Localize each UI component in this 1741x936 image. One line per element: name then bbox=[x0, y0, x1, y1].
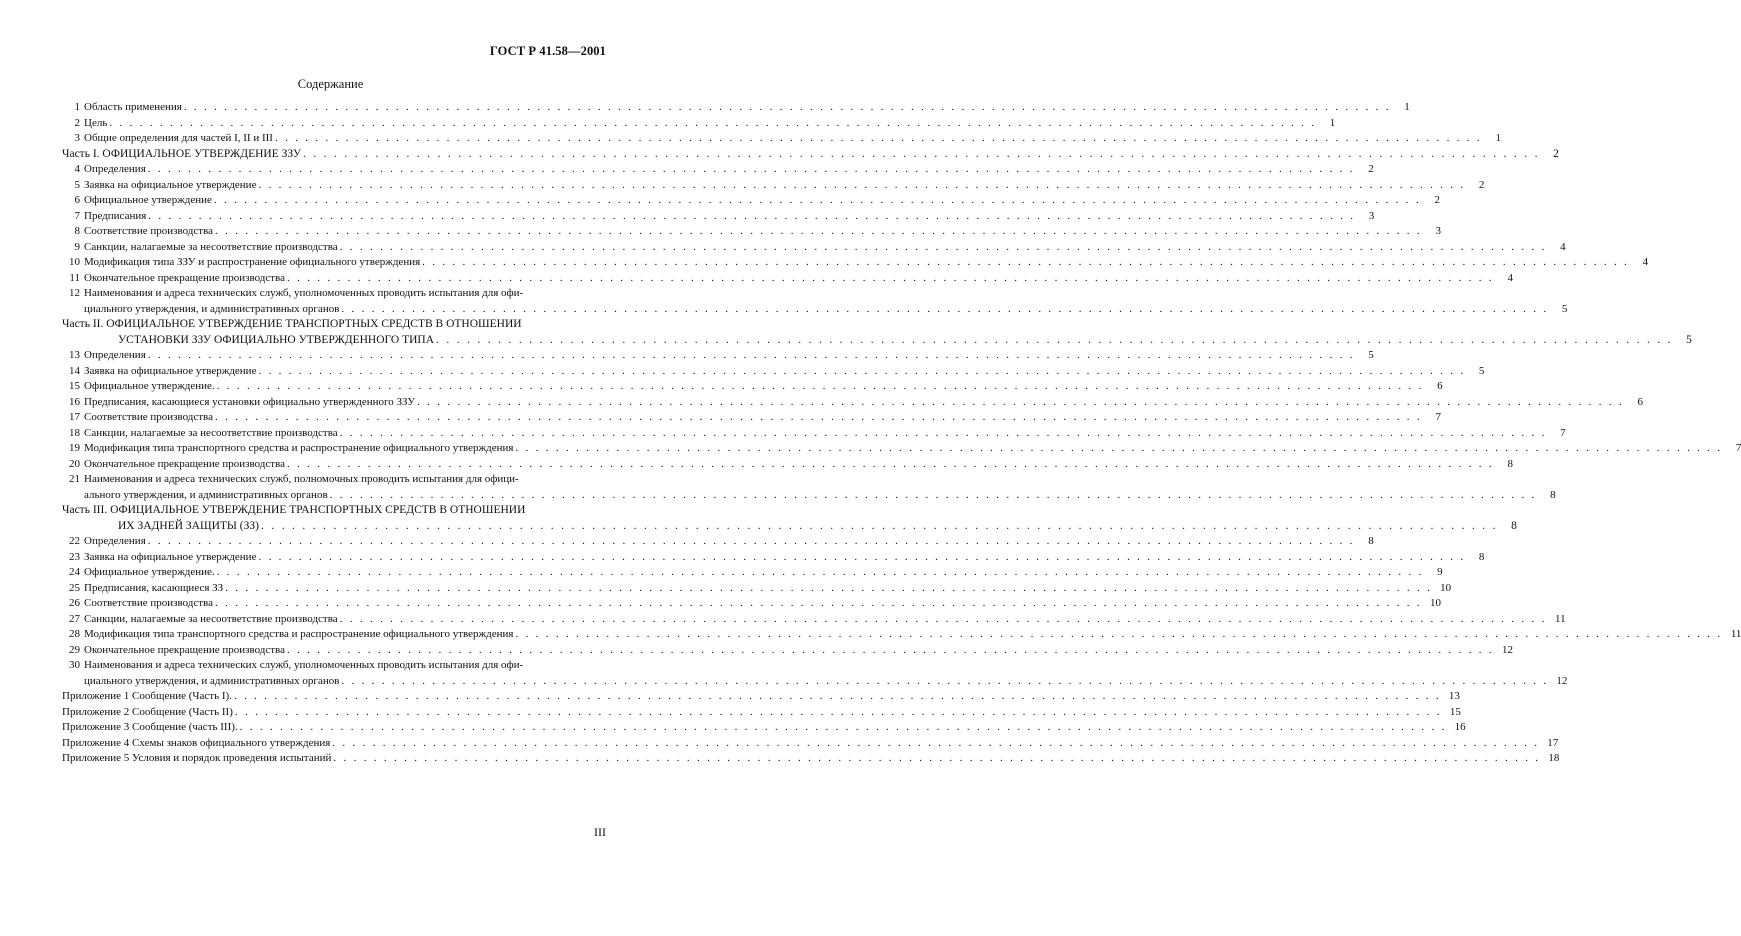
toc-item-label: Санкции, налагаемые за несоответствие производства bbox=[84, 240, 338, 253]
toc-item-label: Приложение 4 Схемы знаков официального утверждения bbox=[62, 736, 331, 749]
toc-item-label: Официальное утверждение bbox=[84, 194, 212, 206]
toc-item-number: 1 bbox=[74, 101, 80, 113]
toc-leader-dots: . . . . . . . . . . . . . . . . . . . . . . . . . . . . . . . . . . . . . . . . . . . . . . . . . . . . . . . . . . . . . . . . . . . . . . . . . . . . . . . . . . . . . . . . . . . . . . . . . . . . . . . . . . . . . . . . . . . . . . . . bbox=[215, 225, 1422, 237]
toc-line bbox=[62, 240, 1566, 256]
toc-item-page: 8 bbox=[1478, 550, 1485, 563]
toc-line bbox=[62, 643, 1513, 659]
toc-item-number: 27 bbox=[69, 612, 80, 625]
toc-line bbox=[62, 751, 1560, 767]
toc-leader-dots: . . . . . . . . . . . . . . . . . . . . . . . . . . . . . . . . . . . . . . . . . . . . . . . . . . . . . . . . . . . . . . . . . . . . . . . . . . . . . . . . . . . . . . . . . . . . . . . . . . . . . . . . . . . . . . . . . . . . . . . . bbox=[436, 333, 1673, 346]
toc-item-label: Окончательное прекращение производства bbox=[84, 457, 285, 470]
toc-item bbox=[62, 643, 1513, 659]
toc-item-label: Наименования и адреса технических служб, уполномоченных проводить испытания для офи- bbox=[84, 659, 524, 671]
toc-leader-dots: . . . . . . . . . . . . . . . . . . . . . . . . . . . . . . . . . . . . . . . . . . . . . . . . . . . . . . . . . . . . . . . . . . . . . . . . . . . . . . . . . . . . . . . . . . . . . . . . . . . . . . . . . . . . . . . . . . . . . . . . bbox=[333, 752, 1541, 764]
toc-item-label: Заявка на официальное утверждение bbox=[84, 178, 257, 191]
toc-item-number: 19 bbox=[69, 442, 80, 454]
toc-item-label: Официальное утверждение. bbox=[84, 566, 215, 578]
toc-item-page: 5 bbox=[1686, 333, 1692, 346]
toc-line bbox=[62, 674, 1568, 690]
toc-leader-dots: . . . . . . . . . . . . . . . . . . . . . . . . . . . . . . . . . . . . . . . . . . . . . . . . . . . . . . . . . . . . . . . . . . . . . . . . . . . . . . . . . . . . . . . . . . . . . . . . . . . . . . . . . . . . . . . . . . . . . . . . bbox=[287, 643, 1494, 656]
toc-item-label: Заявка на официальное утверждение bbox=[84, 550, 257, 563]
toc-line bbox=[62, 162, 1374, 178]
toc-line bbox=[62, 581, 1452, 597]
toc-item bbox=[62, 534, 1374, 550]
toc-item-label: Соответствие производства bbox=[84, 225, 213, 237]
toc-item-page: 13 bbox=[1448, 690, 1460, 702]
toc-item bbox=[62, 426, 1566, 442]
toc-line bbox=[62, 457, 1513, 473]
toc-line bbox=[62, 627, 1741, 643]
toc-item-page: 5 bbox=[1478, 364, 1485, 377]
toc-item-page: 1 bbox=[1329, 116, 1336, 129]
toc-item-label: циального утверждения, и административных органов bbox=[84, 302, 340, 315]
toc-item-label: УСТАНОВКИ ЗЗУ ОФИЦИАЛЬНО УТВЕРЖДЕННОГО ТИПА bbox=[118, 333, 435, 346]
toc-item-page: 5 bbox=[1561, 302, 1568, 315]
standard-code: ГОСТ Р 41.58—2001 bbox=[489, 44, 606, 58]
toc-leader-dots: . . . . . . . . . . . . . . . . . . . . . . . . . . . . . . . . . . . . . . . . . . . . . . . . . . . . . . . . . . . . . . . . . . . . . . . . . . . . . . . . . . . . . . . . . . . . . . . . . . . . . . . . . . . . . . . . . . . . . . . . bbox=[213, 194, 1421, 206]
toc-item-page: 11 bbox=[1730, 628, 1741, 640]
toc-item-label: Соответствие производства bbox=[84, 411, 213, 423]
toc-item-label: Модификация типа транспортного средства и распространение официального утверждения bbox=[84, 628, 514, 640]
toc-leader-dots: . . . . . . . . . . . . . . . . . . . . . . . . . . . . . . . . . . . . . . . . . . . . . . . . . . . . . . . . . . . . . . . . . . . . . . . . . . . . . . . . . . . . . . . . . . . . . . . . . . . . . . . . . . . . . . . . . . . . . . . . bbox=[515, 628, 1723, 640]
toc-line bbox=[62, 131, 1501, 147]
toc-item bbox=[62, 410, 1441, 426]
toc-item-number: 25 bbox=[69, 581, 80, 594]
toc-line bbox=[62, 550, 1485, 566]
toc-leader-dots: . . . . . . . . . . . . . . . . . . . . . . . . . . . . . . . . . . . . . . . . . . . . . . . . . . . . . . . . . . . . . . . . . . . . . . . . . . . . . . . . . . . . . . . . . . . . . . . . . . . . . . . . . . . . . . . . . . . . . . . . bbox=[287, 457, 1494, 470]
toc-leader-dots: . . . . . . . . . . . . . . . . . . . . . . . . . . . . . . . . . . . . . . . . . . . . . . . . . . . . . . . . . . . . . . . . . . . . . . . . . . . . . . . . . . . . . . . . . . . . . . . . . . . . . . . . . . . . . . . . . . . . . . . . bbox=[216, 566, 1424, 578]
toc-item-page: 3 bbox=[1435, 225, 1441, 237]
toc-line bbox=[62, 720, 1466, 736]
toc-item-label: Предписания bbox=[84, 209, 147, 222]
toc-item-label: циального утверждения, и административных органов bbox=[84, 674, 340, 687]
toc-item-label: Наименования и адреса технических служб, полномочных проводить испытания для офици- bbox=[84, 473, 519, 485]
toc-leader-dots: . . . . . . . . . . . . . . . . . . . . . . . . . . . . . . . . . . . . . . . . . . . . . . . . . . . . . . . . . . . . . . . . . . . . . . . . . . . . . . . . . . . . . . . . . . . . . . . . . . . . . . . . . . . . . . . . . . . . . . . . bbox=[341, 674, 1549, 687]
toc-part-heading bbox=[62, 317, 1692, 348]
toc-item-page: 16 bbox=[1454, 721, 1466, 733]
toc-item-page: 8 bbox=[1368, 535, 1374, 547]
toc-leader-dots: . . . . . . . . . . . . . . . . . . . . . . . . . . . . . . . . . . . . . . . . . . . . . . . . . . . . . . . . . . . . . . . . . . . . . . . . . . . . . . . . . . . . . . . . . . . . . . . . . . . . . . . . . . . . . . . . . . . . . . . . bbox=[216, 380, 1424, 392]
toc-item-label: Санкции, налагаемые за несоответствие производства bbox=[84, 426, 338, 439]
toc-item bbox=[62, 565, 1443, 581]
toc-item-number: 30 bbox=[69, 659, 80, 671]
toc-item-label: Модификация типа ЗЗУ и распространение официального утверждения bbox=[84, 256, 421, 268]
toc-item-number: 26 bbox=[69, 597, 80, 609]
toc-leader-dots: . . . . . . . . . . . . . . . . . . . . . . . . . . . . . . . . . . . . . . . . . . . . . . . . . . . . . . . . . . . . . . . . . . . . . . . . . . . . . . . . . . . . . . . . . . . . . . . . . . . . . . . . . . . . . . . . . . . . . . . . bbox=[258, 550, 1466, 563]
toc-item-number: 28 bbox=[69, 628, 80, 640]
toc-line bbox=[62, 534, 1374, 550]
toc-item-label: Модификация типа транспортного средства и распространение официального утверждения bbox=[84, 442, 514, 454]
toc-item-page: 1 bbox=[1404, 101, 1410, 113]
toc-item-page: 5 bbox=[1368, 349, 1374, 361]
toc-line bbox=[62, 364, 1485, 380]
toc-line bbox=[62, 302, 1568, 318]
toc-item-label: Определения bbox=[84, 349, 146, 361]
toc-item-number: 21 bbox=[69, 473, 80, 485]
toc-item-label: Определения bbox=[84, 535, 146, 547]
toc-item-page: 2 bbox=[1553, 147, 1559, 160]
toc-item-page: 7 bbox=[1735, 442, 1741, 454]
toc-item-number: 11 bbox=[69, 271, 80, 284]
toc-item bbox=[62, 395, 1643, 411]
page-number: III bbox=[594, 825, 606, 839]
toc-item-page: 7 bbox=[1435, 411, 1441, 423]
toc-item-page: 17 bbox=[1547, 736, 1559, 749]
toc-item bbox=[62, 658, 1568, 689]
toc-line bbox=[62, 379, 1443, 395]
toc-item-page: 7 bbox=[1560, 426, 1566, 439]
toc-item bbox=[62, 286, 1568, 317]
toc-item bbox=[62, 193, 1440, 209]
toc-item-label: Область применения bbox=[84, 101, 182, 113]
toc-item-number: 23 bbox=[69, 550, 80, 563]
toc-item-label: Официальное утверждение. bbox=[84, 380, 215, 392]
toc-leader-dots: . . . . . . . . . . . . . . . . . . . . . . . . . . . . . . . . . . . . . . . . . . . . . . . . . . . . . . . . . . . . . . . . . . . . . . . . . . . . . . . . . . . . . . . . . . . . . . . . . . . . . . . . . . . . . . . . . . . . . . . . bbox=[258, 178, 1466, 191]
toc-item bbox=[62, 472, 1556, 503]
toc-item-page: 3 bbox=[1368, 209, 1375, 222]
toc-leader-dots: . . . . . . . . . . . . . . . . . . . . . . . . . . . . . . . . . . . . . . . . . . . . . . . . . . . . . . . . . . . . . . . . . . . . . . . . . . . . . . . . . . . . . . . . . . . . . . . . . . . . . . . . . . . . . . . . . . . . . . . . bbox=[258, 364, 1466, 377]
toc-leader-dots: . . . . . . . . . . . . . . . . . . . . . . . . . . . . . . . . . . . . . . . . . . . . . . . . . . . . . . . . . . . . . . . . . . . . . . . . . . . . . . . . . . . . . . . . . . . . . . . . . . . . . . . . . . . . . . . . . . . . . . . . bbox=[332, 736, 1540, 749]
toc-leader-dots: . . . . . . . . . . . . . . . . . . . . . . . . . . . . . . . . . . . . . . . . . . . . . . . . . . . . . . . . . . . . . . . . . . . . . . . . . . . . . . . . . . . . . . . . . . . . . . . . . . . . . . . . . . . . . . . . . . . . . . . . bbox=[147, 535, 1355, 547]
toc-line bbox=[62, 519, 1517, 535]
toc-line bbox=[62, 736, 1559, 752]
toc-leader-dots: . . . . . . . . . . . . . . . . . . . . . . . . . . . . . . . . . . . . . . . . . . . . . . . . . . . . . . . . . . . . . . . . . . . . . . . . . . . . . . . . . . . . . . . . . . . . . . . . . . . . . . . . . . . . . . . . . . . . . . . . bbox=[274, 132, 1482, 144]
toc-line bbox=[62, 596, 1441, 612]
toc-appendix-item bbox=[62, 705, 1461, 721]
toc-leader-dots: . . . . . . . . . . . . . . . . . . . . . . . . . . . . . . . . . . . . . . . . . . . . . . . . . . . . . . . . . . . . . . . . . . . . . . . . . . . . . . . . . . . . . . . . . . . . . . . . . . . . . . . . . . . . . . . . . . . . . . . . bbox=[215, 411, 1422, 423]
toc-line bbox=[62, 255, 1649, 271]
toc-item-number: 18 bbox=[69, 426, 80, 439]
toc-line bbox=[62, 689, 1460, 705]
toc-item-label: ИХ ЗАДНЕЙ ЗАЩИТЫ (ЗЗ) bbox=[118, 519, 259, 532]
toc-item-page: 2 bbox=[1368, 163, 1374, 175]
toc-leader-dots: . . . . . . . . . . . . . . . . . . . . . . . . . . . . . . . . . . . . . . . . . . . . . . . . . . . . . . . . . . . . . . . . . . . . . . . . . . . . . . . . . . . . . . . . . . . . . . . . . . . . . . . . . . . . . . . . . . . . . . . . bbox=[339, 612, 1547, 625]
toc-item-number: 12 bbox=[69, 287, 80, 299]
toc-leader-dots: . . . . . . . . . . . . . . . . . . . . . . . . . . . . . . . . . . . . . . . . . . . . . . . . . . . . . . . . . . . . . . . . . . . . . . . . . . . . . . . . . . . . . . . . . . . . . . . . . . . . . . . . . . . . . . . . . . . . . . . . bbox=[225, 581, 1433, 594]
toc-item bbox=[62, 100, 1410, 116]
toc-item-label: Заявка на официальное утверждение bbox=[84, 364, 257, 377]
toc-item-number: 15 bbox=[69, 380, 80, 392]
toc-item-label: Приложение 1 Сообщение (Часть I). bbox=[62, 690, 232, 702]
toc-item-page: 2 bbox=[1478, 178, 1485, 191]
toc-item-label: Санкции, налагаемые за несоответствие производства bbox=[84, 612, 338, 625]
toc-line bbox=[62, 178, 1485, 194]
toc-item-label: Наименования и адреса технических служб, уполномоченных проводить испытания для офи- bbox=[84, 287, 524, 299]
toc-item bbox=[62, 255, 1649, 271]
toc-item-label: Приложение 3 Сообщение (часть III). bbox=[62, 721, 238, 733]
toc-line bbox=[62, 705, 1461, 721]
toc-item bbox=[62, 240, 1566, 256]
toc-item-label: Окончательное прекращение производства bbox=[84, 643, 285, 656]
toc-line bbox=[62, 147, 1559, 163]
toc-line bbox=[62, 286, 606, 302]
toc-item bbox=[62, 441, 1741, 457]
table-of-contents bbox=[62, 100, 1741, 767]
toc-leader-dots: . . . . . . . . . . . . . . . . . . . . . . . . . . . . . . . . . . . . . . . . . . . . . . . . . . . . . . . . . . . . . . . . . . . . . . . . . . . . . . . . . . . . . . . . . . . . . . . . . . . . . . . . . . . . . . . . . . . . . . . . bbox=[109, 116, 1317, 129]
toc-item-number: 13 bbox=[69, 349, 80, 361]
toc-item-label: Определения bbox=[84, 163, 146, 175]
toc-leader-dots: . . . . . . . . . . . . . . . . . . . . . . . . . . . . . . . . . . . . . . . . . . . . . . . . . . . . . . . . . . . . . . . . . . . . . . . . . . . . . . . . . . . . . . . . . . . . . . . . . . . . . . . . . . . . . . . . . . . . . . . . bbox=[147, 163, 1355, 175]
toc-item-number: 20 bbox=[69, 457, 80, 470]
toc-item-number: 10 bbox=[69, 256, 80, 268]
toc-item-number: 9 bbox=[74, 240, 80, 253]
toc-item bbox=[62, 581, 1452, 597]
toc-line bbox=[62, 100, 1410, 116]
toc-appendix-item bbox=[62, 751, 1560, 767]
toc-item-page: 10 bbox=[1440, 581, 1452, 594]
toc-line bbox=[62, 395, 1643, 411]
toc-leader-dots: . . . . . . . . . . . . . . . . . . . . . . . . . . . . . . . . . . . . . . . . . . . . . . . . . . . . . . . . . . . . . . . . . . . . . . . . . . . . . . . . . . . . . . . . . . . . . . . . . . . . . . . . . . . . . . . . . . . . . . . . bbox=[215, 597, 1422, 609]
toc-item-number: 24 bbox=[69, 566, 80, 578]
toc-item-number: 8 bbox=[74, 225, 80, 237]
toc-title: Содержание bbox=[297, 77, 364, 91]
toc-item-number: 22 bbox=[69, 535, 80, 547]
toc-item-number: 3 bbox=[74, 132, 80, 144]
toc-item-page: 10 bbox=[1429, 597, 1441, 609]
toc-item-number: 14 bbox=[69, 364, 80, 377]
toc-item-label: Предписания, касающиеся ЗЗ bbox=[84, 581, 224, 594]
toc-line bbox=[62, 612, 1566, 628]
toc-leader-dots: . . . . . . . . . . . . . . . . . . . . . . . . . . . . . . . . . . . . . . . . . . . . . . . . . . . . . . . . . . . . . . . . . . . . . . . . . . . . . . . . . . . . . . . . . . . . . . . . . . . . . . . . . . . . . . . . . . . . . . . . bbox=[239, 721, 1447, 733]
toc-line bbox=[62, 317, 606, 333]
toc-item-page: 8 bbox=[1511, 519, 1517, 532]
toc-item bbox=[62, 271, 1513, 287]
toc-line bbox=[62, 271, 1513, 287]
toc-item-number: 17 bbox=[69, 411, 80, 423]
toc-appendix-item bbox=[62, 720, 1466, 736]
toc-item bbox=[62, 596, 1441, 612]
toc-item-label: Часть II. ОФИЦИАЛЬНОЕ УТВЕРЖДЕНИЕ ТРАНСПОРТНЫХ СРЕДСТВ В ОТНОШЕНИИ bbox=[62, 318, 522, 330]
toc-line bbox=[62, 503, 606, 519]
toc-item bbox=[62, 178, 1485, 194]
toc-leader-dots: . . . . . . . . . . . . . . . . . . . . . . . . . . . . . . . . . . . . . . . . . . . . . . . . . . . . . . . . . . . . . . . . . . . . . . . . . . . . . . . . . . . . . . . . . . . . . . . . . . . . . . . . . . . . . . . . . . . . . . . . bbox=[302, 147, 1540, 160]
toc-item-page: 2 bbox=[1434, 194, 1440, 206]
toc-item-label: Соответствие производства bbox=[84, 597, 213, 609]
toc-item bbox=[62, 379, 1443, 395]
toc-leader-dots: . . . . . . . . . . . . . . . . . . . . . . . . . . . . . . . . . . . . . . . . . . . . . . . . . . . . . . . . . . . . . . . . . . . . . . . . . . . . . . . . . . . . . . . . . . . . . . . . . . . . . . . . . . . . . . . . . . . . . . . . bbox=[417, 395, 1624, 408]
toc-appendix-item bbox=[62, 689, 1460, 705]
toc-item-page: 11 bbox=[1555, 612, 1566, 625]
toc-item-label: Цель bbox=[84, 116, 108, 129]
toc-item-page: 18 bbox=[1548, 752, 1560, 764]
toc-item-number: 2 bbox=[74, 116, 80, 129]
toc-item bbox=[62, 224, 1441, 240]
toc-line bbox=[62, 348, 1374, 364]
toc-item bbox=[62, 131, 1501, 147]
toc-item bbox=[62, 612, 1566, 628]
toc-item bbox=[62, 364, 1485, 380]
toc-line bbox=[62, 472, 606, 488]
toc-line bbox=[62, 116, 1336, 132]
toc-item-label: Приложение 2 Сообщение (Часть II) bbox=[62, 705, 233, 718]
toc-leader-dots: . . . . . . . . . . . . . . . . . . . . . . . . . . . . . . . . . . . . . . . . . . . . . . . . . . . . . . . . . . . . . . . . . . . . . . . . . . . . . . . . . . . . . . . . . . . . . . . . . . . . . . . . . . . . . . . . . . . . . . . . bbox=[287, 271, 1494, 284]
toc-appendix-item bbox=[62, 736, 1559, 752]
toc-item-number: 16 bbox=[69, 395, 80, 408]
toc-leader-dots: . . . . . . . . . . . . . . . . . . . . . . . . . . . . . . . . . . . . . . . . . . . . . . . . . . . . . . . . . . . . . . . . . . . . . . . . . . . . . . . . . . . . . . . . . . . . . . . . . . . . . . . . . . . . . . . . . . . . . . . . bbox=[234, 705, 1442, 718]
toc-line bbox=[62, 658, 606, 674]
toc-item-page: 4 bbox=[1507, 271, 1513, 284]
toc-item bbox=[62, 457, 1513, 473]
toc-item-page: 6 bbox=[1637, 395, 1643, 408]
toc-item-page: 12 bbox=[1501, 643, 1513, 656]
toc-item-number: 5 bbox=[74, 178, 80, 191]
toc-leader-dots: . . . . . . . . . . . . . . . . . . . . . . . . . . . . . . . . . . . . . . . . . . . . . . . . . . . . . . . . . . . . . . . . . . . . . . . . . . . . . . . . . . . . . . . . . . . . . . . . . . . . . . . . . . . . . . . . . . . . . . . . bbox=[261, 519, 1498, 532]
toc-line bbox=[62, 224, 1441, 240]
toc-leader-dots: . . . . . . . . . . . . . . . . . . . . . . . . . . . . . . . . . . . . . . . . . . . . . . . . . . . . . . . . . . . . . . . . . . . . . . . . . . . . . . . . . . . . . . . . . . . . . . . . . . . . . . . . . . . . . . . . . . . . . . . . bbox=[339, 240, 1547, 253]
toc-leader-dots: . . . . . . . . . . . . . . . . . . . . . . . . . . . . . . . . . . . . . . . . . . . . . . . . . . . . . . . . . . . . . . . . . . . . . . . . . . . . . . . . . . . . . . . . . . . . . . . . . . . . . . . . . . . . . . . . . . . . . . . . bbox=[339, 426, 1547, 439]
toc-part-heading bbox=[62, 147, 1559, 163]
toc-item-label: Общие определения для частей I, II и III bbox=[84, 132, 273, 144]
toc-leader-dots: . . . . . . . . . . . . . . . . . . . . . . . . . . . . . . . . . . . . . . . . . . . . . . . . . . . . . . . . . . . . . . . . . . . . . . . . . . . . . . . . . . . . . . . . . . . . . . . . . . . . . . . . . . . . . . . . . . . . . . . . bbox=[183, 101, 1391, 113]
toc-line bbox=[62, 333, 1692, 349]
toc-item-label: Предписания, касающиеся установки официально утвержденного ЗЗУ bbox=[84, 395, 416, 408]
toc-item bbox=[62, 162, 1374, 178]
toc-item-number: 4 bbox=[74, 163, 80, 175]
toc-item-page: 15 bbox=[1449, 705, 1461, 718]
toc-leader-dots: . . . . . . . . . . . . . . . . . . . . . . . . . . . . . . . . . . . . . . . . . . . . . . . . . . . . . . . . . . . . . . . . . . . . . . . . . . . . . . . . . . . . . . . . . . . . . . . . . . . . . . . . . . . . . . . . . . . . . . . . bbox=[233, 690, 1441, 702]
toc-line bbox=[62, 441, 1741, 457]
toc-line bbox=[62, 410, 1441, 426]
toc-item-label: Часть I. ОФИЦИАЛЬНОЕ УТВЕРЖДЕНИЕ ЗЗУ bbox=[62, 147, 301, 160]
toc-item bbox=[62, 550, 1485, 566]
toc-leader-dots: . . . . . . . . . . . . . . . . . . . . . . . . . . . . . . . . . . . . . . . . . . . . . . . . . . . . . . . . . . . . . . . . . . . . . . . . . . . . . . . . . . . . . . . . . . . . . . . . . . . . . . . . . . . . . . . . . . . . . . . . bbox=[147, 349, 1355, 361]
toc-item-page: 8 bbox=[1550, 488, 1556, 501]
toc-line bbox=[62, 193, 1440, 209]
toc-line bbox=[62, 565, 1443, 581]
toc-leader-dots: . . . . . . . . . . . . . . . . . . . . . . . . . . . . . . . . . . . . . . . . . . . . . . . . . . . . . . . . . . . . . . . . . . . . . . . . . . . . . . . . . . . . . . . . . . . . . . . . . . . . . . . . . . . . . . . . . . . . . . . . bbox=[341, 302, 1549, 315]
toc-leader-dots: . . . . . . . . . . . . . . . . . . . . . . . . . . . . . . . . . . . . . . . . . . . . . . . . . . . . . . . . . . . . . . . . . . . . . . . . . . . . . . . . . . . . . . . . . . . . . . . . . . . . . . . . . . . . . . . . . . . . . . . . bbox=[148, 209, 1356, 222]
toc-item bbox=[62, 116, 1336, 132]
toc-item-page: 12 bbox=[1556, 674, 1568, 687]
toc-item-label: Приложение 5 Условия и порядок проведения испытаний bbox=[62, 752, 332, 764]
toc-leader-dots: . . . . . . . . . . . . . . . . . . . . . . . . . . . . . . . . . . . . . . . . . . . . . . . . . . . . . . . . . . . . . . . . . . . . . . . . . . . . . . . . . . . . . . . . . . . . . . . . . . . . . . . . . . . . . . . . . . . . . . . . bbox=[515, 442, 1723, 454]
toc-leader-dots: . . . . . . . . . . . . . . . . . . . . . . . . . . . . . . . . . . . . . . . . . . . . . . . . . . . . . . . . . . . . . . . . . . . . . . . . . . . . . . . . . . . . . . . . . . . . . . . . . . . . . . . . . . . . . . . . . . . . . . . . bbox=[422, 256, 1630, 268]
toc-item bbox=[62, 627, 1741, 643]
toc-item-number: 29 bbox=[69, 643, 80, 656]
toc-item-label: ального утверждения, и административных органов bbox=[84, 488, 328, 501]
toc-item-page: 4 bbox=[1560, 240, 1566, 253]
toc-item bbox=[62, 209, 1375, 225]
toc-item-page: 9 bbox=[1437, 566, 1443, 578]
toc-item-page: 6 bbox=[1437, 380, 1443, 392]
toc-item-label: Окончательное прекращение производства bbox=[84, 271, 285, 284]
toc-leader-dots: . . . . . . . . . . . . . . . . . . . . . . . . . . . . . . . . . . . . . . . . . . . . . . . . . . . . . . . . . . . . . . . . . . . . . . . . . . . . . . . . . . . . . . . . . . . . . . . . . . . . . . . . . . . . . . . . . . . . . . . . bbox=[329, 488, 1537, 501]
toc-item-label: Часть III. ОФИЦИАЛЬНОЕ УТВЕРЖДЕНИЕ ТРАНСПОРТНЫХ СРЕДСТВ В ОТНОШЕНИИ bbox=[62, 504, 526, 516]
toc-line bbox=[62, 426, 1566, 442]
toc-item bbox=[62, 348, 1374, 364]
toc-part-heading bbox=[62, 503, 1517, 534]
toc-item-number: 6 bbox=[74, 194, 80, 206]
toc-item-number: 7 bbox=[74, 209, 80, 222]
toc-line bbox=[62, 488, 1556, 504]
toc-line bbox=[62, 209, 1375, 225]
toc-item-page: 8 bbox=[1507, 457, 1513, 470]
toc-item-page: 1 bbox=[1495, 132, 1501, 144]
toc-item-page: 4 bbox=[1642, 256, 1649, 268]
